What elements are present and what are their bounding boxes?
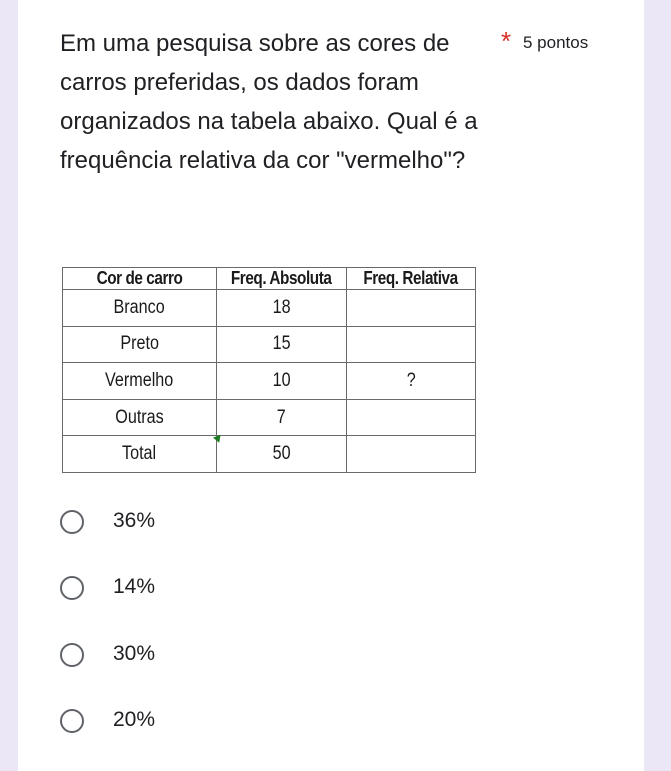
option-14[interactable] — [58, 566, 358, 610]
table-cell: Preto — [63, 326, 217, 363]
table-cell: ? — [347, 363, 476, 400]
table-cell: Vermelho — [63, 363, 217, 400]
table-header-cell: Cor de carro — [63, 268, 217, 290]
option-label: 20% — [113, 708, 156, 731]
option-20[interactable] — [58, 699, 358, 743]
table-cell — [347, 399, 476, 436]
option-label: 14% — [113, 575, 156, 598]
frequency-table — [62, 267, 476, 473]
table-row — [63, 326, 476, 363]
radio-button-icon[interactable] — [60, 576, 84, 600]
table-header-cell: Freq. Absoluta — [217, 268, 347, 290]
table-cell: 18 — [217, 290, 347, 327]
required-asterisk: * — [501, 26, 512, 56]
table-cell: 50 — [217, 436, 347, 473]
table-row — [63, 363, 476, 400]
table-cell: Total — [63, 436, 217, 473]
radio-button-icon[interactable] — [60, 643, 84, 667]
table-cell: 7 — [217, 399, 347, 436]
question-card — [18, 0, 644, 771]
table-row — [63, 436, 476, 473]
table-cell — [347, 290, 476, 327]
points-label: 5 pontos — [523, 33, 589, 52]
radio-button-icon[interactable] — [60, 709, 84, 733]
option-36[interactable] — [58, 500, 358, 544]
question-text: Em uma pesquisa sobre as cores de carros preferidas, os dados foram organizados na tabela abaixo. Qual é a frequência relativa da cor "vermelho"? — [60, 30, 478, 174]
table-cell: Branco — [63, 290, 217, 327]
option-30[interactable] — [58, 633, 358, 677]
radio-button-icon[interactable] — [60, 510, 84, 534]
option-label: 36% — [113, 509, 156, 532]
frequency-table-image — [62, 267, 475, 473]
table-cell: 10 — [217, 363, 347, 400]
table-header-cell: Freq. Relativa — [347, 268, 476, 290]
table-header-row — [63, 268, 476, 290]
table-cell — [347, 326, 476, 363]
option-label: 30% — [113, 642, 156, 665]
table-cell — [347, 436, 476, 473]
table-row — [63, 399, 476, 436]
table-cell: Outras — [63, 399, 217, 436]
table-row — [63, 290, 476, 327]
table-cell: 15 — [217, 326, 347, 363]
